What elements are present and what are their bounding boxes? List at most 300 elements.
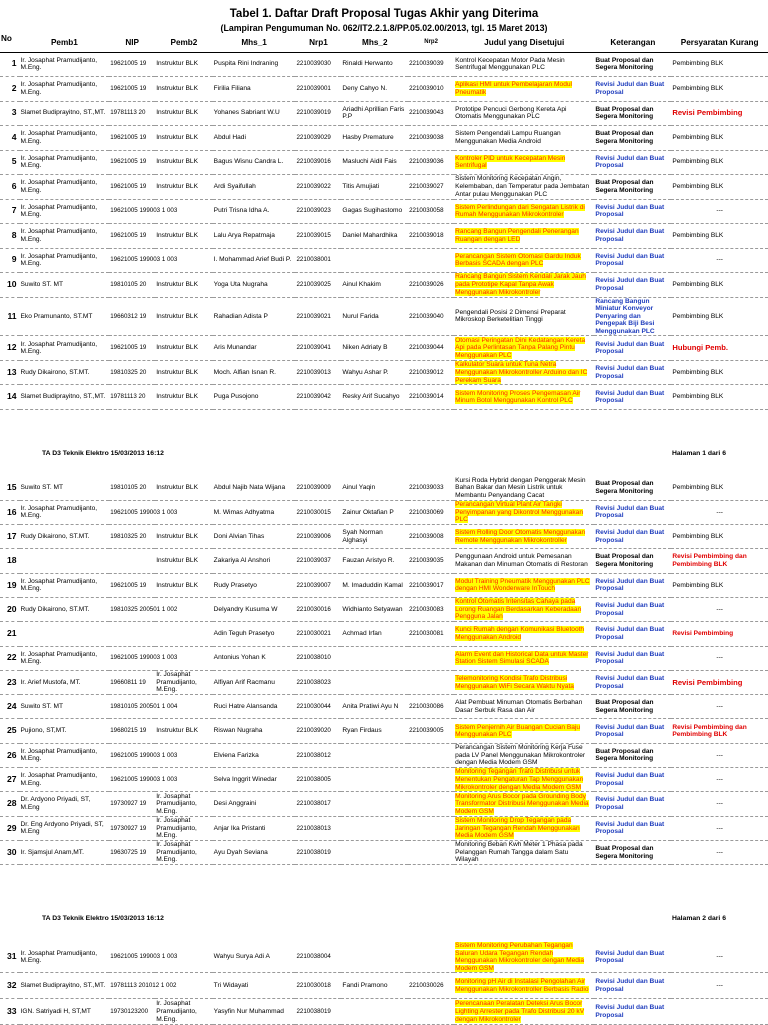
keterangan: Buat Proposal dan Segera Monitoring — [595, 845, 654, 860]
judul-proposal — [454, 973, 594, 999]
pembimbing-1: Ir. Josaphat Pramudijanto, M.Eng. — [20, 203, 98, 219]
mahasiswa-1: Putri Trisna Idha A. — [213, 207, 270, 215]
pembimbing-2: Instruktur BLK — [156, 133, 198, 141]
table-row — [0, 385, 768, 410]
mahasiswa-1: Antonius Yohan K — [213, 654, 266, 662]
pembimbing-1: Ir. Arief Mustofa, MT. — [20, 678, 81, 686]
pembimbing-1: Ir. Josaphat Pramudijanto, M.Eng. — [20, 949, 98, 965]
table-row — [0, 224, 768, 249]
nrp-2: 2210039005 — [409, 727, 444, 735]
mahasiswa-2 — [341, 840, 408, 864]
row-number: 6 — [11, 180, 17, 191]
nrp-1: 2210030044 — [296, 703, 331, 711]
mahasiswa-1: Doni Alvian Tihas — [213, 532, 265, 540]
pembimbing-2: Instruktur BLK — [156, 393, 198, 401]
table-row — [0, 248, 768, 273]
nrp-1: 2210039041 — [296, 344, 331, 352]
judul-proposal — [454, 77, 594, 102]
pembimbing-2: Instruktur BLK — [156, 60, 198, 68]
pembimbing-1: Ir. Josaphat Pramudijanto, M.Eng. — [20, 228, 98, 243]
mahasiswa-1: Ardi Syaifullah — [213, 182, 256, 190]
pembimbing-2: Instruktur BLK — [156, 158, 198, 166]
pembimbing-2: Instruktur BLK — [156, 581, 198, 589]
nrp-2: 2210039040 — [409, 312, 444, 320]
nrp-1: 2210039013 — [296, 368, 331, 376]
persyaratan-kurang: Pembimbing BLK — [672, 393, 724, 401]
mahasiswa-1: Riswan Nugraha — [213, 727, 263, 735]
judul-proposal — [454, 792, 594, 816]
nrp-1: 2210039015 — [296, 231, 331, 239]
pembimbing-1: Slamet Budiprayitno, ST.,MT. — [20, 393, 106, 401]
nrp-1: 2210039019 — [296, 109, 331, 117]
persyaratan-kurang — [671, 999, 768, 1025]
document-subtitle: (Lampiran Pengumuman No. 062/IT2.2.1.8/PP.05.02.00/2013, tgl. 15 Maret 2013) — [220, 23, 548, 33]
pembimbing-1: Ir. Josaphat Pramudijanto, M.Eng. — [20, 340, 98, 356]
nip: 19630725 19 — [110, 848, 147, 856]
keterangan: Revisi Judul dan Buat Proposal — [595, 796, 665, 811]
table-row — [0, 622, 768, 646]
nrp-2 — [408, 792, 454, 816]
judul-proposal — [454, 150, 594, 175]
nip: 19730123200 — [110, 1008, 149, 1016]
judul-proposal: Alat Pembuat Minuman Otomatis Berbahan Dasar Serbuk Rasa dan Air — [455, 699, 583, 714]
table-row — [0, 360, 768, 385]
nrp-1: 2210030016 — [296, 605, 331, 613]
judul-highlight: Kontroler PID untuk Kecepatan Mesin Sentrifugal — [455, 154, 566, 170]
table-row — [0, 999, 768, 1025]
mahasiswa-1: Desi Anggraini — [213, 800, 257, 808]
table-row — [0, 52, 768, 77]
pembimbing-1: Ir. Josaphat Pramudijanto, M.Eng. — [20, 154, 98, 170]
pembimbing-2: Instruktur BLK — [156, 532, 198, 540]
judul-highlight: Monitoring Arus Bocor pada Grounding Body Transformator Distribusi Menggunakan Media Modem GSM — [455, 792, 589, 815]
row-number: 31 — [6, 951, 17, 962]
persyaratan-kurang: --- — [716, 953, 723, 961]
header-nip: NIP — [125, 37, 140, 47]
keterangan: Revisi Judul dan Buat Proposal — [595, 252, 665, 268]
judul-proposal — [454, 999, 594, 1025]
pembimbing-2: Ir. Josaphat Pramudijanto, M.Eng. — [156, 671, 197, 694]
keterangan: Buat Proposal dan Segera Monitoring — [595, 130, 654, 145]
nip: 19730927 19 — [110, 824, 147, 832]
nip: 19621005 19 — [110, 581, 147, 589]
pembimbing-1: Ir. Josaphat Pramudijanto, M.Eng. — [20, 56, 98, 72]
persyaratan-kurang: --- — [716, 982, 723, 990]
row-number: 2 — [11, 82, 17, 93]
nrp-2: 2210030081 — [409, 630, 444, 638]
row-number: 33 — [6, 1006, 17, 1017]
table-header-row — [0, 34, 768, 52]
judul-proposal — [454, 597, 594, 621]
mahasiswa-1: Puspita Rini Indraning — [213, 60, 279, 68]
judul-highlight: Sistem Monitoring Proses Pengemasan Air Minum Botol Menggunakan Kontrol PLC — [455, 389, 581, 405]
mahasiswa-1: M. Wimas Adhyatma — [213, 508, 275, 516]
nip: 19621005 199003 1 003 — [110, 953, 178, 961]
mahasiswa-1: Zakariya Al Anshori — [213, 557, 271, 565]
judul-proposal — [454, 385, 594, 410]
pembimbing-1 — [20, 549, 110, 573]
persyaratan-kurang: Revisi Pembimbing — [672, 108, 743, 118]
mahasiswa-2: Anita Pratiwi Ayu N — [342, 703, 399, 711]
document-title: Tabel 1. Daftar Draft Proposal Tugas Akhir yang Diterima — [229, 8, 539, 20]
page-footer-right-2: Halaman 2 dari 6 — [671, 915, 726, 922]
nip: 19621005 199003 1 003 — [110, 751, 178, 759]
mahasiswa-2: Achmad Irfan — [342, 630, 382, 638]
mahasiswa-2: Titis Amujiati — [342, 182, 380, 190]
nip: 19660312 19 — [110, 312, 147, 320]
row-number: 19 — [6, 579, 17, 590]
mahasiswa-2: Ainul Yaqin — [342, 484, 376, 492]
nrp-1: 2210039007 — [296, 581, 331, 589]
mahasiswa-1: Selva Inggrit Winedar — [213, 775, 277, 783]
persyaratan-kurang: Pembimbing BLK — [672, 60, 724, 68]
mahasiswa-2 — [341, 646, 408, 670]
persyaratan-kurang: Hubungi Pemb. — [672, 343, 729, 353]
header-keterangan: Keterangan — [610, 37, 656, 47]
pembimbing-1: Ir. Josaphat Pramudijanto, M.Eng. — [20, 130, 98, 145]
pembimbing-1: Rudy Dikairono, ST.MT. — [20, 368, 90, 376]
pembimbing-1: Ir. Josaphat Pramudijanto, M.Eng. — [20, 747, 98, 763]
persyaratan-kurang: Revisi Pembimbing dan Pembimbing BLK — [672, 553, 747, 569]
nip: 19621005 199003 1 003 — [110, 508, 178, 516]
pembimbing-1: Slamet Budiprayitno, ST.,MT. — [20, 109, 106, 117]
nrp-1: 2210038012 — [296, 751, 331, 759]
pembimbing-2: Instruktur BLK — [156, 84, 198, 92]
mahasiswa-2: Nurul Farida — [342, 312, 379, 320]
pembimbing-1: Ir. Josaphat Pramudijanto, M.Eng. — [20, 577, 98, 593]
persyaratan-kurang: Pembimbing BLK — [672, 133, 724, 141]
proposal-table-page-3 — [0, 942, 768, 1025]
keterangan: Revisi Judul dan Buat Proposal — [595, 277, 665, 292]
judul-highlight: Sistem Rolling Door Otomatis Menggunakan Remote Menggunakan Mikrokontroller — [455, 529, 586, 544]
nip: 19810105 20 — [110, 484, 147, 492]
pembimbing-2: Instruktur BLK — [156, 109, 198, 117]
nrp-1: 2210038019 — [296, 1008, 331, 1016]
nrp-2: 2210039035 — [409, 557, 444, 565]
judul-proposal — [454, 622, 594, 646]
nip: 19621005 19 — [110, 60, 147, 68]
judul-proposal: Sistem Monitoring Kecepatan Angin, Kelembaban, dan Temperatur pada Jembatan Antar pulau Menggunakan PLC — [455, 175, 590, 198]
persyaratan-kurang: Pembimbing BLK — [672, 280, 724, 288]
mahasiswa-2 — [341, 248, 408, 273]
keterangan: Buat Proposal dan Segera Monitoring — [595, 105, 654, 121]
nip: 19621005 19 — [110, 84, 147, 92]
judul-highlight: Telemonitoring Kondisi Trafo Distribusi Menggunakan WiFi Secara Waktu Nyata — [455, 674, 574, 690]
table-row — [0, 597, 768, 621]
row-number: 13 — [6, 366, 17, 377]
keterangan: Revisi Judul dan Buat Proposal — [595, 577, 665, 593]
pembimbing-1: Suwito ST. MT — [20, 703, 64, 711]
keterangan: Buat Proposal dan Segera Monitoring — [595, 699, 654, 714]
pembimbing-1: Dr. Ardyono Priyadi, ST, M.Eng — [20, 796, 91, 811]
row-number: 22 — [6, 652, 17, 663]
pembimbing-1: Suwito ST. MT — [20, 280, 64, 288]
nip: 19621005 199003 1 003 — [110, 207, 178, 215]
mahasiswa-2 — [341, 768, 408, 792]
pembimbing-1: Ir. Josaphat Pramudijanto, M.Eng. — [20, 650, 98, 666]
table-row — [0, 670, 768, 694]
mahasiswa-1: Alfiyan Arif Racmanu — [213, 678, 275, 686]
nrp-2: 2210039014 — [409, 393, 444, 401]
nrp-2: 2210039038 — [409, 133, 444, 141]
mahasiswa-2: M. Imaduddin Kamal — [342, 581, 403, 589]
persyaratan-kurang: --- — [716, 824, 723, 832]
mahasiswa-1: Yasyfin Nur Muhammad — [213, 1008, 284, 1016]
row-number: 17 — [6, 530, 17, 541]
mahasiswa-2 — [341, 816, 408, 840]
judul-proposal: Sistem Pengendali Lampu Ruangan Menggunakan Media Android — [455, 130, 561, 145]
judul-proposal — [454, 816, 594, 840]
row-number: 23 — [6, 676, 17, 687]
header-mhs2: Mhs_2 — [362, 37, 388, 47]
row-number: 7 — [11, 205, 17, 216]
pembimbing-1: IGN. Satriyadi H, ST,MT — [20, 1008, 91, 1016]
mahasiswa-2: Fauzan Aristyo R. — [342, 557, 395, 565]
mahasiswa-1: Rahadian Adista P — [213, 312, 268, 320]
judul-highlight: Rancang Bangun Sistem Kendali Jarak Jauh pada Prototipe Kapal Tanpa Awak Menggunakan Mikrokontroler — [455, 273, 586, 296]
keterangan: Revisi Judul dan Buat Proposal — [595, 949, 665, 965]
nip: 19810325 20 — [110, 368, 147, 376]
header-persyaratan: Persyaratan Kurang — [680, 37, 759, 47]
pembimbing-1: Ir. Josaphat Pramudijanto, M.Eng. — [20, 252, 98, 268]
header-mhs1: Mhs_1 — [241, 37, 267, 47]
pembimbing-1: Eko Pramunanto, ST.MT — [20, 312, 93, 320]
row-number: 18 — [6, 555, 17, 566]
nrp-1: 2210038004 — [296, 953, 331, 961]
judul-proposal: Penggunaan Android untuk Pemesanan Makanan dan Minuman Otomatis di Restoran — [455, 553, 588, 569]
row-number: 3 — [11, 107, 17, 118]
mahasiswa-2 — [341, 743, 408, 767]
pembimbing-1 — [20, 622, 110, 646]
row-number: 4 — [11, 131, 17, 142]
nrp-1: 2210038010 — [296, 654, 331, 662]
judul-proposal — [454, 224, 594, 249]
nip: 19781113 20 — [110, 393, 146, 401]
nrp-2: 2210039039 — [409, 60, 444, 68]
row-number: 12 — [6, 342, 17, 353]
row-number: 9 — [11, 254, 17, 265]
row-number: 16 — [6, 506, 17, 517]
judul-highlight: Rancang Bangun Pengendali Penerangan Ruangan dengan LED — [455, 228, 579, 243]
keterangan: Revisi Judul dan Buat Proposal — [595, 203, 665, 219]
judul-proposal — [454, 336, 594, 361]
keterangan: Revisi Judul dan Buat Proposal — [595, 154, 665, 170]
nip: 19781113 201012 1 002 — [110, 982, 177, 990]
table-row — [0, 942, 768, 973]
judul-highlight: Kontrol Otomatis Intensitas Cahaya pada Lorong Ruangan Berdasarkan Keberadaan Pengguna Jalan — [455, 598, 582, 621]
nrp-1: 2210030015 — [296, 508, 331, 516]
nip: 19660811 19 — [110, 678, 146, 686]
page-footer-left-1: TA D3 Teknik Elektro 15/03/2013 16:12 — [42, 450, 164, 457]
judul-proposal: Perancangan Sistem Monitoring Kerja Fuse pada LV Panel Menggunakan Mikrokontroler dengan Media Modem GSM — [455, 744, 586, 767]
mahasiswa-2: Gagas Sugihastomo — [342, 207, 403, 215]
keterangan: Revisi Judul dan Buat Proposal — [595, 602, 665, 617]
persyaratan-kurang: Pembimbing BLK — [672, 581, 724, 589]
judul-proposal: Prototipe Pencuci Gerbong Kereta Api Otomatis Menggunakan PLC — [455, 105, 567, 121]
persyaratan-kurang: Pembimbing BLK — [672, 158, 724, 166]
nrp-2: 2210039033 — [409, 484, 444, 492]
nrp-2: 2210030083 — [409, 605, 444, 613]
nrp-1: 2210038013 — [296, 824, 331, 832]
mahasiswa-2 — [341, 670, 408, 694]
pembimbing-1: Rudy Dikairono, ST.MT. — [20, 532, 90, 540]
pembimbing-1: Ir. Sjamsjul Anam,MT. — [20, 848, 84, 856]
judul-proposal: Pengendali Posisi 2 Dimensi Preparat Mikroskop Berketelitian Tinggi — [455, 308, 566, 324]
header-pemb2: Pemb2 — [170, 37, 198, 47]
nrp-1: 2210039029 — [296, 133, 331, 141]
pembimbing-2: Instruktur BLK — [156, 344, 198, 352]
persyaratan-kurang: --- — [716, 775, 723, 783]
nrp-1: 2210038001 — [296, 256, 331, 264]
row-number: 24 — [6, 701, 17, 712]
nip: 19621005 19 — [110, 231, 147, 239]
table-row — [0, 500, 768, 524]
mahasiswa-2 — [341, 942, 408, 973]
nip: 19621005 19 — [110, 158, 147, 166]
keterangan: Rancang Bangun Miniatur Konveyor Penyaring dan Pengepak Biji Besi Menggunakan PLC — [595, 297, 655, 335]
keterangan: Revisi Judul dan Buat Proposal — [595, 365, 665, 380]
persyaratan-kurang: --- — [716, 751, 723, 759]
mahasiswa-2: Fandi Pramono — [342, 982, 388, 990]
row-number: 14 — [6, 391, 17, 402]
page-footer-left-2: TA D3 Teknik Elektro 15/03/2013 16:12 — [42, 915, 164, 922]
keterangan: Buat Proposal dan Segera Monitoring — [595, 747, 654, 763]
pembimbing-1: Slamet Budiprayitno, ST.,MT. — [20, 982, 106, 990]
nrp-1: 2210039009 — [296, 484, 331, 492]
row-number: 1 — [11, 58, 17, 69]
keterangan: Buat Proposal dan Segera Monitoring — [595, 553, 654, 569]
pembimbing-1: Ir. Josaphat Pramudijanto, M.Eng. — [20, 772, 98, 787]
nrp-1: 2210030021 — [296, 630, 331, 638]
judul-highlight: Monitoring Tegangan Trafo Distribusi untuk Menentukan Pengaturan Tap Menggunakan Mikrokontroler dengan Media Modem GSM — [455, 768, 584, 791]
judul-proposal: Monitoring Beban Kwh Meter 1 Phasa pada Pelanggan Rumah Tangga dalam Satu Wilayah — [455, 841, 583, 864]
mahasiswa-2: Wahyu Ashar P. — [342, 368, 389, 376]
row-number: 15 — [6, 482, 17, 493]
header-pemb1: Pemb1 — [50, 37, 78, 47]
persyaratan-kurang: --- — [716, 256, 723, 264]
keterangan: Revisi Judul dan Buat Proposal — [595, 228, 665, 243]
table-row — [0, 573, 768, 597]
table-row — [0, 549, 768, 573]
nrp-1: 2210039001 — [296, 84, 331, 92]
mahasiswa-2: Deny Cahyo N. — [342, 84, 388, 92]
persyaratan-kurang: --- — [716, 207, 723, 215]
mahasiswa-2: Masluchi Aidil Fais — [342, 158, 397, 166]
mahasiswa-2: Resky Arif Sucahyo — [342, 393, 400, 401]
nrp-1: 2210038019 — [296, 848, 331, 856]
nrp-2 — [408, 942, 454, 973]
row-number: 10 — [6, 278, 17, 289]
mahasiswa-1: Aris Munandar — [213, 344, 257, 352]
nrp-1: 2210039021 — [296, 312, 331, 320]
nrp-1: 2210030018 — [296, 982, 331, 990]
table-row — [0, 646, 768, 670]
persyaratan-kurang: --- — [716, 848, 723, 856]
persyaratan-kurang: Pembimbing BLK — [672, 231, 724, 239]
mahasiswa-2: Rinaldi Herwanto — [342, 60, 393, 68]
mahasiswa-1: Rudy Prasetyo — [213, 581, 257, 589]
table-row — [0, 336, 768, 361]
row-number: 28 — [6, 798, 17, 809]
proposal-table-page-1 — [0, 34, 768, 410]
pembimbing-1: Rudy Dikairono, ST.MT. — [20, 605, 90, 613]
judul-highlight: Aplikasi HMI untuk Pembelajaran Modul Pneumatik — [455, 81, 572, 96]
mahasiswa-1: Ayu Dyah Seviana — [213, 848, 268, 856]
nip: 19680215 19 — [110, 727, 147, 735]
nip: 19810105 200501 1 004 — [110, 703, 178, 711]
mahasiswa-1: Ruci Hatre Alansanda — [213, 703, 278, 711]
judul-highlight: Alarm Event dan Historical Data untuk Master Station Sistem Simulasi SCADA — [455, 650, 589, 666]
nrp-2: 2210039010 — [409, 84, 444, 92]
judul-highlight: Sistem Perlindungan dari Sengatan Listrik di Rumah Menggunakan Mikrokontroler — [455, 203, 585, 219]
nrp-1: 2210039016 — [296, 158, 331, 166]
pembimbing-1: Suwito ST. MT — [20, 484, 64, 492]
persyaratan-kurang: --- — [716, 703, 723, 711]
row-number: 30 — [6, 846, 17, 857]
mahasiswa-1: Wahyu Surya Adi A — [213, 953, 270, 961]
row-number: 27 — [6, 773, 17, 784]
table-row — [0, 476, 768, 500]
judul-proposal — [454, 646, 594, 670]
nrp-2 — [408, 670, 454, 694]
row-number: 26 — [6, 749, 17, 760]
table-row — [0, 792, 768, 816]
nrp-1: 2210039030 — [296, 60, 331, 68]
nip: 19621005 19 — [110, 182, 147, 190]
nrp-2: 2210039017 — [409, 581, 444, 589]
judul-proposal: Kontrol Kecepatan Motor Pada Mesin Sentrifugal Menggunakan PLC — [455, 56, 565, 72]
pembimbing-2: Instruktur BLK — [156, 368, 198, 376]
keterangan: Buat Proposal dan Segera Monitoring — [595, 179, 654, 194]
mahasiswa-2 — [341, 792, 408, 816]
pembimbing-2: Ir. Josaphat Pramudijanto, M.Eng. — [156, 792, 197, 815]
mahasiswa-1: Moch. Alfian Isnan R. — [213, 368, 276, 376]
keterangan: Revisi Judul dan Buat Proposal — [595, 529, 665, 544]
mahasiswa-2: Widhianto Setyawan — [342, 605, 403, 613]
nip: 19621005 199003 1 003 — [110, 256, 178, 264]
nrp-2 — [408, 248, 454, 273]
pembimbing-1: Ir. Josaphat Pramudijanto, M.Eng. — [20, 179, 98, 194]
judul-highlight: Kunci Rumah dengan Komunikasi Bluetooth Menggunakan Android — [455, 626, 585, 641]
mahasiswa-1: Elviena Farizka — [213, 751, 259, 759]
persyaratan-kurang: Revisi Pembimbing — [672, 677, 743, 687]
judul-highlight: Monitoring pH Air di Instalasi Pengolahan Air Menggunakan Mikrokontroller Berbasis Radio — [455, 978, 589, 993]
nip: 19810325 20 — [110, 532, 147, 540]
header-no: No — [1, 34, 12, 43]
nrp-2 — [408, 768, 454, 792]
judul-highlight: Perancangan Sistem Otomasi Gardu Induk Berbasis SCADA dengan PLC — [455, 252, 581, 268]
judul-highlight: Perancangan Virtual Plant Air Tangki Penyimpanan yang Dikontrol Menggunakan PLC — [455, 501, 584, 524]
judul-highlight: Sistem Monitoring Drop Tegangan pada Jaringan Tegangan Rendah Menggunakan Media Modem GSM — [455, 816, 580, 840]
header-nrp2: Nrp2 — [424, 38, 438, 45]
row-number: 11 — [7, 310, 17, 321]
table-row — [0, 973, 768, 999]
persyaratan-kurang: --- — [716, 508, 723, 516]
persyaratan-kurang: Pembimbing BLK — [672, 312, 724, 320]
nrp-2: 2210039012 — [409, 368, 444, 376]
nrp-1: 2210039022 — [296, 182, 331, 190]
nrp-2 — [408, 816, 454, 840]
nrp-1: 2210039025 — [296, 280, 331, 288]
nrp-2 — [408, 999, 454, 1025]
pembimbing-1: Ir. Josaphat Pramudijanto, M.Eng. — [20, 81, 98, 96]
judul-highlight: Sistem Penjernih Air Buangan Cucian Baju Menggunakan PLC — [455, 723, 581, 739]
nip: 19810105 20 — [110, 280, 147, 288]
nrp-2: 2210039044 — [409, 344, 444, 352]
table-row — [0, 695, 768, 719]
pembimbing-2: Ir. Josaphat Pramudijanto, M.Eng. — [156, 1000, 197, 1023]
pembimbing-1: Dr. Eng Ardyono Priyadi, ST, M.Eng — [20, 820, 104, 836]
